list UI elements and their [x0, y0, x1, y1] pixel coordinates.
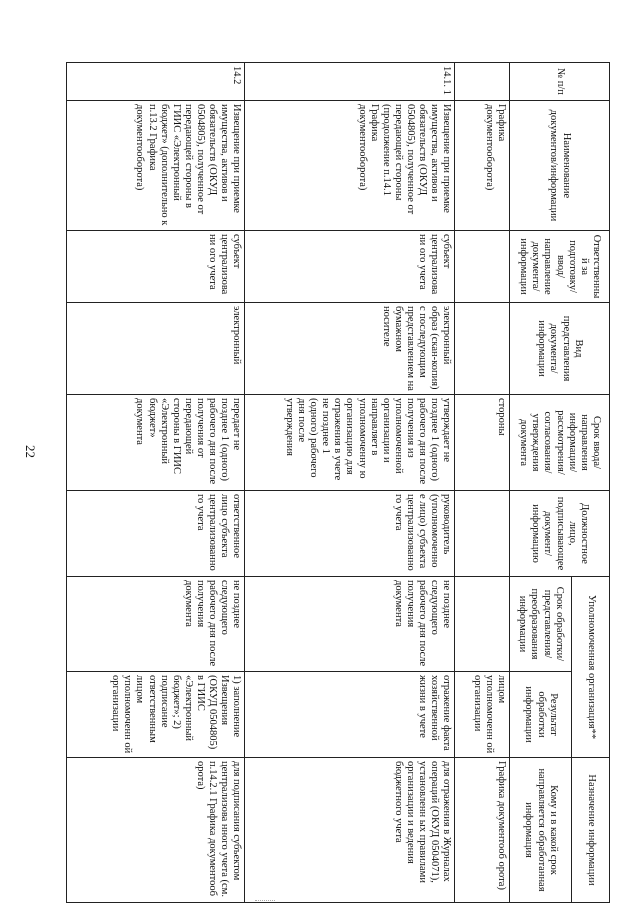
scan-artifact: [255, 900, 275, 902]
cell-view: электронный: [67, 303, 245, 395]
document-flow-table: [66, 62, 610, 903]
cell-num: [455, 63, 510, 101]
cell-official: [455, 491, 510, 577]
cell-official: руководитель (уполномоченно е лицо) субъекта централизованно го учета: [245, 491, 455, 577]
header-responsible: Ответственный за подготовку/ ввод/ направление документа/ информации: [510, 231, 610, 303]
page-number: 22: [23, 445, 38, 458]
cell-deadline: стороны: [455, 395, 510, 491]
cell-deadline: утверждает не позднее 1 (одного) рабочего дня после получения из уполномоченной организации и направляет в уполномоченну ю организацию для отражения в учете не позднее 1 (одного) рабочего дня после утверждения: [245, 395, 455, 491]
cell-purpose: для отражения в Журналах операций (ОКУД 0504071), установленн ых правилами организации и ведения бюджетного учета: [245, 758, 455, 903]
cell-processing-deadline: не позднее следующего рабочего дня после получения документа: [245, 577, 455, 672]
rotated-table-container: [67, 62, 610, 902]
cell-num: 14.1. 1: [245, 63, 455, 101]
table-row: [455, 63, 510, 903]
header-doc-name: Наименование документов/информации: [510, 101, 610, 231]
header-official: Должностное лицо, подписывающее документ/ информацию: [510, 491, 610, 577]
cell-doc-name: Извещение при приемке имущества, активов и обязательств (ОКУД 0504805), полученное от передающей стороны в ГИИС «Электронный бюджет» (дополнительно к п.13.2 Графика документооборота): [67, 101, 245, 231]
header-num: № п/п: [510, 63, 610, 101]
cell-purpose: для подписания субъектом централизова нного учета (см. п.14.2.1 Графика документооб орота): [67, 758, 245, 903]
header-result: Результат обработки информации: [510, 672, 572, 758]
cell-num: 14.2: [67, 63, 245, 101]
cell-responsible: субъект централизовани ого учета: [67, 231, 245, 303]
header-view: Вид представления документа/ информации: [510, 303, 610, 395]
cell-doc-name: Извещение при приемке имущества, активов и обязательств (ОКУД 0504805), полученное от передающей стороны (продолжение п.14.1 Графика документооборота): [245, 101, 455, 231]
table-row: [245, 63, 455, 903]
cell-deadline: передает не позднее 1 (одного) рабочего дня после получения от передающей стороны в ГИИС «Электронный бюджет» документа: [67, 395, 245, 491]
cell-purpose: Графика документооб орота): [455, 758, 510, 903]
cell-result: отражение факта хозяйственной жизни в учете: [245, 672, 455, 758]
header-to-whom: Кому и в какой срок направляется обработанная информация: [510, 758, 572, 903]
cell-processing-deadline: не позднее следующего рабочего дня после получения документа: [67, 577, 245, 672]
cell-official: ответственное лицо субъекта централизованно го учета: [67, 491, 245, 577]
cell-responsible: [455, 231, 510, 303]
header-org-group: Уполномоченная организация**: [572, 577, 610, 758]
header-purpose: Назначение информации: [572, 758, 610, 903]
table-row: [67, 63, 245, 903]
cell-result: 1) заполнение Извещения (ОКУД 0504805) в ГИИС «Электронный бюджет»; 2) подписание ответственным лицом уполномоченн ой организации: [67, 672, 245, 758]
cell-view: [455, 303, 510, 395]
header-deadline: Срок ввода/ направления информации/ рассмотрения/ согласования/ утверждения документа: [510, 395, 610, 491]
header-processing-deadline: Срок обработки/ представления/ преобразования информации: [510, 577, 572, 672]
cell-result: лицом уполномоченн ой организации: [455, 672, 510, 758]
cell-processing-deadline: [455, 577, 510, 672]
cell-view: электронный образ (скан-копия) с последующим представлением на бумажном носителе: [245, 303, 455, 395]
cell-doc-name: Графика документооборота): [455, 101, 510, 231]
cell-responsible: субъект централизовани ого учета: [245, 231, 455, 303]
